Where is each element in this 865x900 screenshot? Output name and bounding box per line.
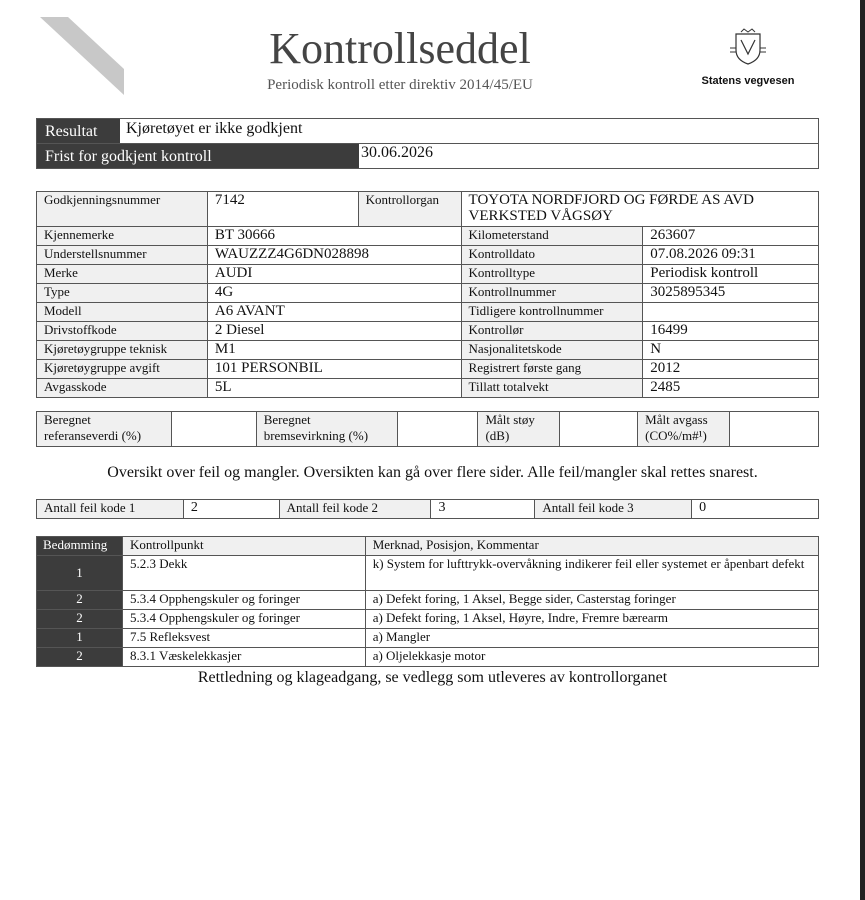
table-row: [37, 360, 819, 379]
table-row: [37, 648, 819, 667]
noise-label: [478, 412, 560, 447]
rating-header: Bedømming: [37, 537, 123, 556]
field-value: 2 Diesel: [207, 322, 461, 341]
field-value: 2012: [643, 360, 819, 379]
coat-of-arms-icon: [728, 28, 768, 66]
field-label: Kjøretøygruppe teknisk: [37, 341, 208, 360]
defects-table: [36, 536, 819, 667]
table-row: [37, 265, 819, 284]
field-label: Kontrolltype: [461, 265, 643, 284]
result-label: Resultat: [37, 119, 120, 143]
table-header-row: [37, 537, 819, 556]
table-row: [37, 610, 819, 629]
field-label: Tillatt totalvekt: [461, 379, 643, 398]
field-label: Kontrollnummer: [461, 284, 643, 303]
field-value: WAUZZZ4G6DN028898: [207, 246, 461, 265]
field-label: Merke: [37, 265, 208, 284]
field-value: 16499: [643, 322, 819, 341]
table-row: [37, 591, 819, 610]
rating-cell: 1: [37, 556, 123, 591]
remark-cell: a) Defekt foring, 1 Aksel, Begge sider, Casterstag foringer: [365, 591, 818, 610]
field-label: Kilometerstand: [461, 227, 643, 246]
code2-count-label: Antall feil kode 2: [279, 500, 431, 519]
field-label: Tidligere kontrollnummer: [461, 303, 643, 322]
rating-cell: 2: [37, 648, 123, 667]
exhaust-label: [638, 412, 730, 447]
field-value: 3025895345: [643, 284, 819, 303]
code1-count-value: 2: [183, 500, 279, 519]
field-label: Registrert første gang: [461, 360, 643, 379]
label-line: (dB): [485, 428, 510, 443]
logo-text: Statens vegvesen: [701, 75, 795, 87]
brake-effect-value: [397, 412, 478, 447]
brake-effect-label: [256, 412, 397, 447]
field-label: Drivstoffkode: [37, 322, 208, 341]
label-line: Målt støy: [485, 412, 535, 427]
field-label: Modell: [37, 303, 208, 322]
remark-cell: k) System for lufttrykk-overvåkning indikerer feil eller systemet er åpenbart defekt: [365, 556, 818, 591]
table-row: [37, 556, 819, 591]
field-label: Kontrollør: [461, 322, 643, 341]
table-row: [37, 227, 819, 246]
field-label: Kontrolldato: [461, 246, 643, 265]
label-line: Målt avgass: [645, 412, 708, 427]
remark-header: Merknad, Posisjon, Kommentar: [365, 537, 818, 556]
table-row: [37, 192, 819, 227]
inspection-org-value: TOYOTA NORDFJORD OG FØRDE AS AVD VERKSTED VÅGSØY: [461, 192, 818, 227]
label-line: Beregnet: [263, 412, 311, 427]
code2-count-value: 3: [431, 500, 535, 519]
field-value: N: [643, 341, 819, 360]
checkpoint-cell: 8.3.1 Væskelekkasjer: [122, 648, 365, 667]
checkpoint-cell: 7.5 Refleksvest: [122, 629, 365, 648]
page-edge: [860, 0, 865, 900]
noise-value: [560, 412, 638, 447]
inspection-org-label: Kontrollorgan: [358, 192, 461, 227]
field-value: 101 PERSONBIL: [207, 360, 461, 379]
overview-text: Oversikt over feil og mangler. Oversikten kan gå over flere sider. Alle feil/mangler skal rettes snarest.: [107, 464, 758, 481]
label-line: bremsevirkning (%): [263, 428, 369, 443]
field-value: A6 AVANT: [207, 303, 461, 322]
remark-cell: a) Defekt foring, 1 Aksel, Høyre, Indre, Fremre bærearm: [365, 610, 818, 629]
field-label: Type: [37, 284, 208, 303]
footer-text: Rettledning og klageadgang, se vedlegg som utleveres av kontrollorganet: [197, 669, 668, 686]
defect-counts-table: [36, 499, 819, 519]
code3-count-value: 0: [692, 500, 819, 519]
checkpoint-cell: 5.3.4 Opphengskuler og foringer: [122, 610, 365, 629]
approval-number-label: Godkjenningsnummer: [37, 192, 208, 227]
reference-value: [171, 412, 256, 447]
result-row: [36, 118, 819, 144]
field-label: Understellsnummer: [37, 246, 208, 265]
exhaust-value: [730, 412, 819, 447]
table-row: [37, 303, 819, 322]
field-value: 5L: [207, 379, 461, 398]
rating-cell: 2: [37, 610, 123, 629]
checkpoint-header: Kontrollpunkt: [122, 537, 365, 556]
deadline-label: Frist for godkjent kontroll: [37, 144, 359, 168]
document-title: Kontrollseddel: [269, 24, 531, 73]
rating-cell: 2: [37, 591, 123, 610]
label-line: Beregnet: [44, 412, 91, 427]
field-value: 07.08.2026 09:31: [643, 246, 819, 265]
document-subtitle: Periodisk kontroll etter direktiv 2014/45/EU: [267, 77, 533, 93]
remark-cell: a) Oljelekkasje motor: [365, 648, 818, 667]
checkpoint-cell: 5.2.3 Dekk: [122, 556, 365, 591]
field-value: BT 30666: [207, 227, 461, 246]
checkpoint-cell: 5.3.4 Opphengskuler og foringer: [122, 591, 365, 610]
field-label: Kjennemerke: [37, 227, 208, 246]
field-value: M1: [207, 341, 461, 360]
deadline-row: [36, 144, 819, 169]
table-row: [37, 379, 819, 398]
field-value: 2485: [643, 379, 819, 398]
approval-number-value: 7142: [207, 192, 358, 227]
vehicle-info-table: [36, 191, 819, 398]
field-value: 4G: [207, 284, 461, 303]
label-line: referanseverdi (%): [44, 428, 142, 443]
field-value: 263607: [643, 227, 819, 246]
result-value: Kjøretøyet er ikke godkjent: [126, 120, 303, 137]
field-value: Periodisk kontroll: [643, 265, 819, 284]
table-row: [37, 246, 819, 265]
field-label: Kjøretøygruppe avgift: [37, 360, 208, 379]
reference-value-label: [37, 412, 172, 447]
measurements-table: [36, 411, 819, 447]
statens-vegvesen-logo: [688, 28, 808, 87]
table-row: [37, 500, 819, 519]
table-row: [37, 322, 819, 341]
remark-cell: a) Mangler: [365, 629, 818, 648]
table-row: [37, 284, 819, 303]
deadline-value: 30.06.2026: [361, 144, 433, 161]
table-row: [37, 341, 819, 360]
table-row: [37, 412, 819, 447]
corner-fold-graphic: [40, 17, 124, 95]
field-value: AUDI: [207, 265, 461, 284]
label-line: (CO%/m#¹): [645, 428, 707, 443]
code3-count-label: Antall feil kode 3: [535, 500, 692, 519]
field-label: Avgasskode: [37, 379, 208, 398]
field-label: Nasjonalitetskode: [461, 341, 643, 360]
code1-count-label: Antall feil kode 1: [37, 500, 184, 519]
table-row: [37, 629, 819, 648]
field-value: [643, 303, 819, 322]
rating-cell: 1: [37, 629, 123, 648]
